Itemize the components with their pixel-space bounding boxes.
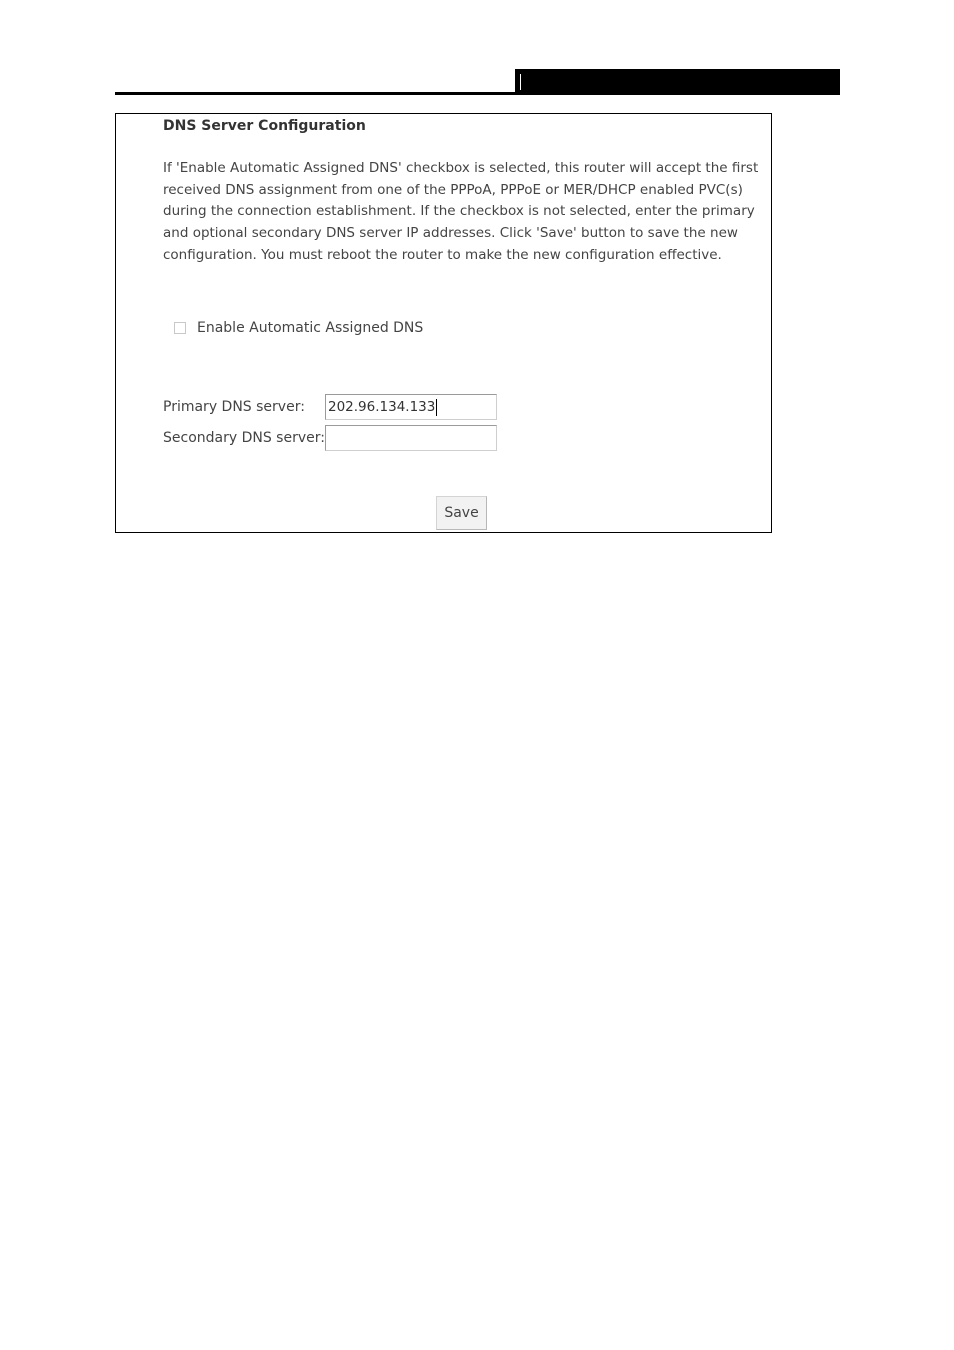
text-cursor	[436, 399, 437, 416]
secondary-dns-label: Secondary DNS server:	[163, 430, 325, 446]
page-title: DNS Server Configuration	[163, 118, 366, 134]
save-button[interactable]: Save	[436, 496, 487, 530]
secondary-dns-row	[163, 425, 497, 451]
secondary-dns-input[interactable]	[325, 425, 497, 451]
dns-config-panel	[115, 113, 772, 533]
auto-dns-option	[174, 320, 423, 336]
auto-dns-checkbox[interactable]	[174, 322, 186, 334]
header-bar	[515, 69, 840, 95]
primary-dns-value: 202.96.134.133	[328, 399, 436, 415]
primary-dns-label: Primary DNS server:	[163, 399, 305, 415]
page-description: If 'Enable Automatic Assigned DNS' checkbox is selected, this router will accept the first received DNS assignment from one of the PPPoA, PPPoE or MER/DHCP enabled PVC(s) during the connection establishment. If the checkbox is not selected, enter the primary and optional secondary DNS server IP addresses. Click 'Save' button to save the new configuration. You must reboot the router to make the new configuration effective.	[163, 160, 759, 263]
primary-dns-input[interactable]	[325, 394, 497, 420]
auto-dns-label: Enable Automatic Assigned DNS	[197, 320, 424, 336]
primary-dns-row	[163, 394, 497, 420]
header-bar-divider	[520, 74, 521, 90]
